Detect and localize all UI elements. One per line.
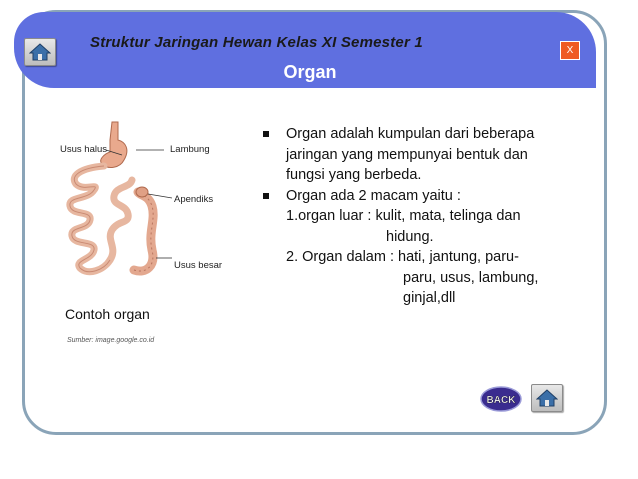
bullet-types (262, 186, 582, 309)
label-apendiks: Apendiks (174, 194, 214, 205)
close-button[interactable]: X (560, 41, 580, 60)
back-button[interactable] (480, 385, 522, 413)
organ-luar-line-1: 1.organ luar : kulit, mata, telinga dan (286, 208, 521, 224)
organ-dalam-line-3: ginjal,dll (403, 290, 456, 306)
image-source: Sumber: image.google.co.id (67, 337, 155, 344)
definition-line-1: Organ adalah kumpulan dari beberapa (286, 126, 535, 142)
organ-dalam-line-2: paru, usus, lambung, (403, 269, 539, 286)
back-arrow-icon (480, 385, 522, 413)
bullet-definition (262, 124, 582, 186)
definition-line-3: fungsi yang berbeda. (286, 167, 422, 183)
organ-dalam-line-1: 2. Organ dalam : hati, jantung, paru- (286, 249, 519, 265)
illustration-caption: Contoh organ (65, 306, 150, 322)
home-icon (536, 388, 558, 408)
home-button-bottom[interactable] (531, 384, 563, 412)
label-lambung: Lambung (170, 144, 210, 155)
types-line: Organ ada 2 macam yaitu : (286, 187, 461, 204)
slide-title: Struktur Jaringan Hewan Kelas XI Semester 1 (90, 34, 423, 51)
back-label: BACK (486, 395, 516, 406)
digestive-organ-illustration (60, 120, 260, 290)
home-icon (29, 42, 51, 62)
slide-subtitle: Organ (283, 62, 337, 82)
label-usus-besar: Usus besar (174, 260, 223, 271)
label-usus-halus: Usus halus (60, 144, 107, 155)
definition-line-2: jaringan yang mempunyai bentuk dan (286, 146, 528, 163)
content-text (262, 124, 582, 309)
organ-luar-line-2: hidung. (386, 228, 434, 245)
